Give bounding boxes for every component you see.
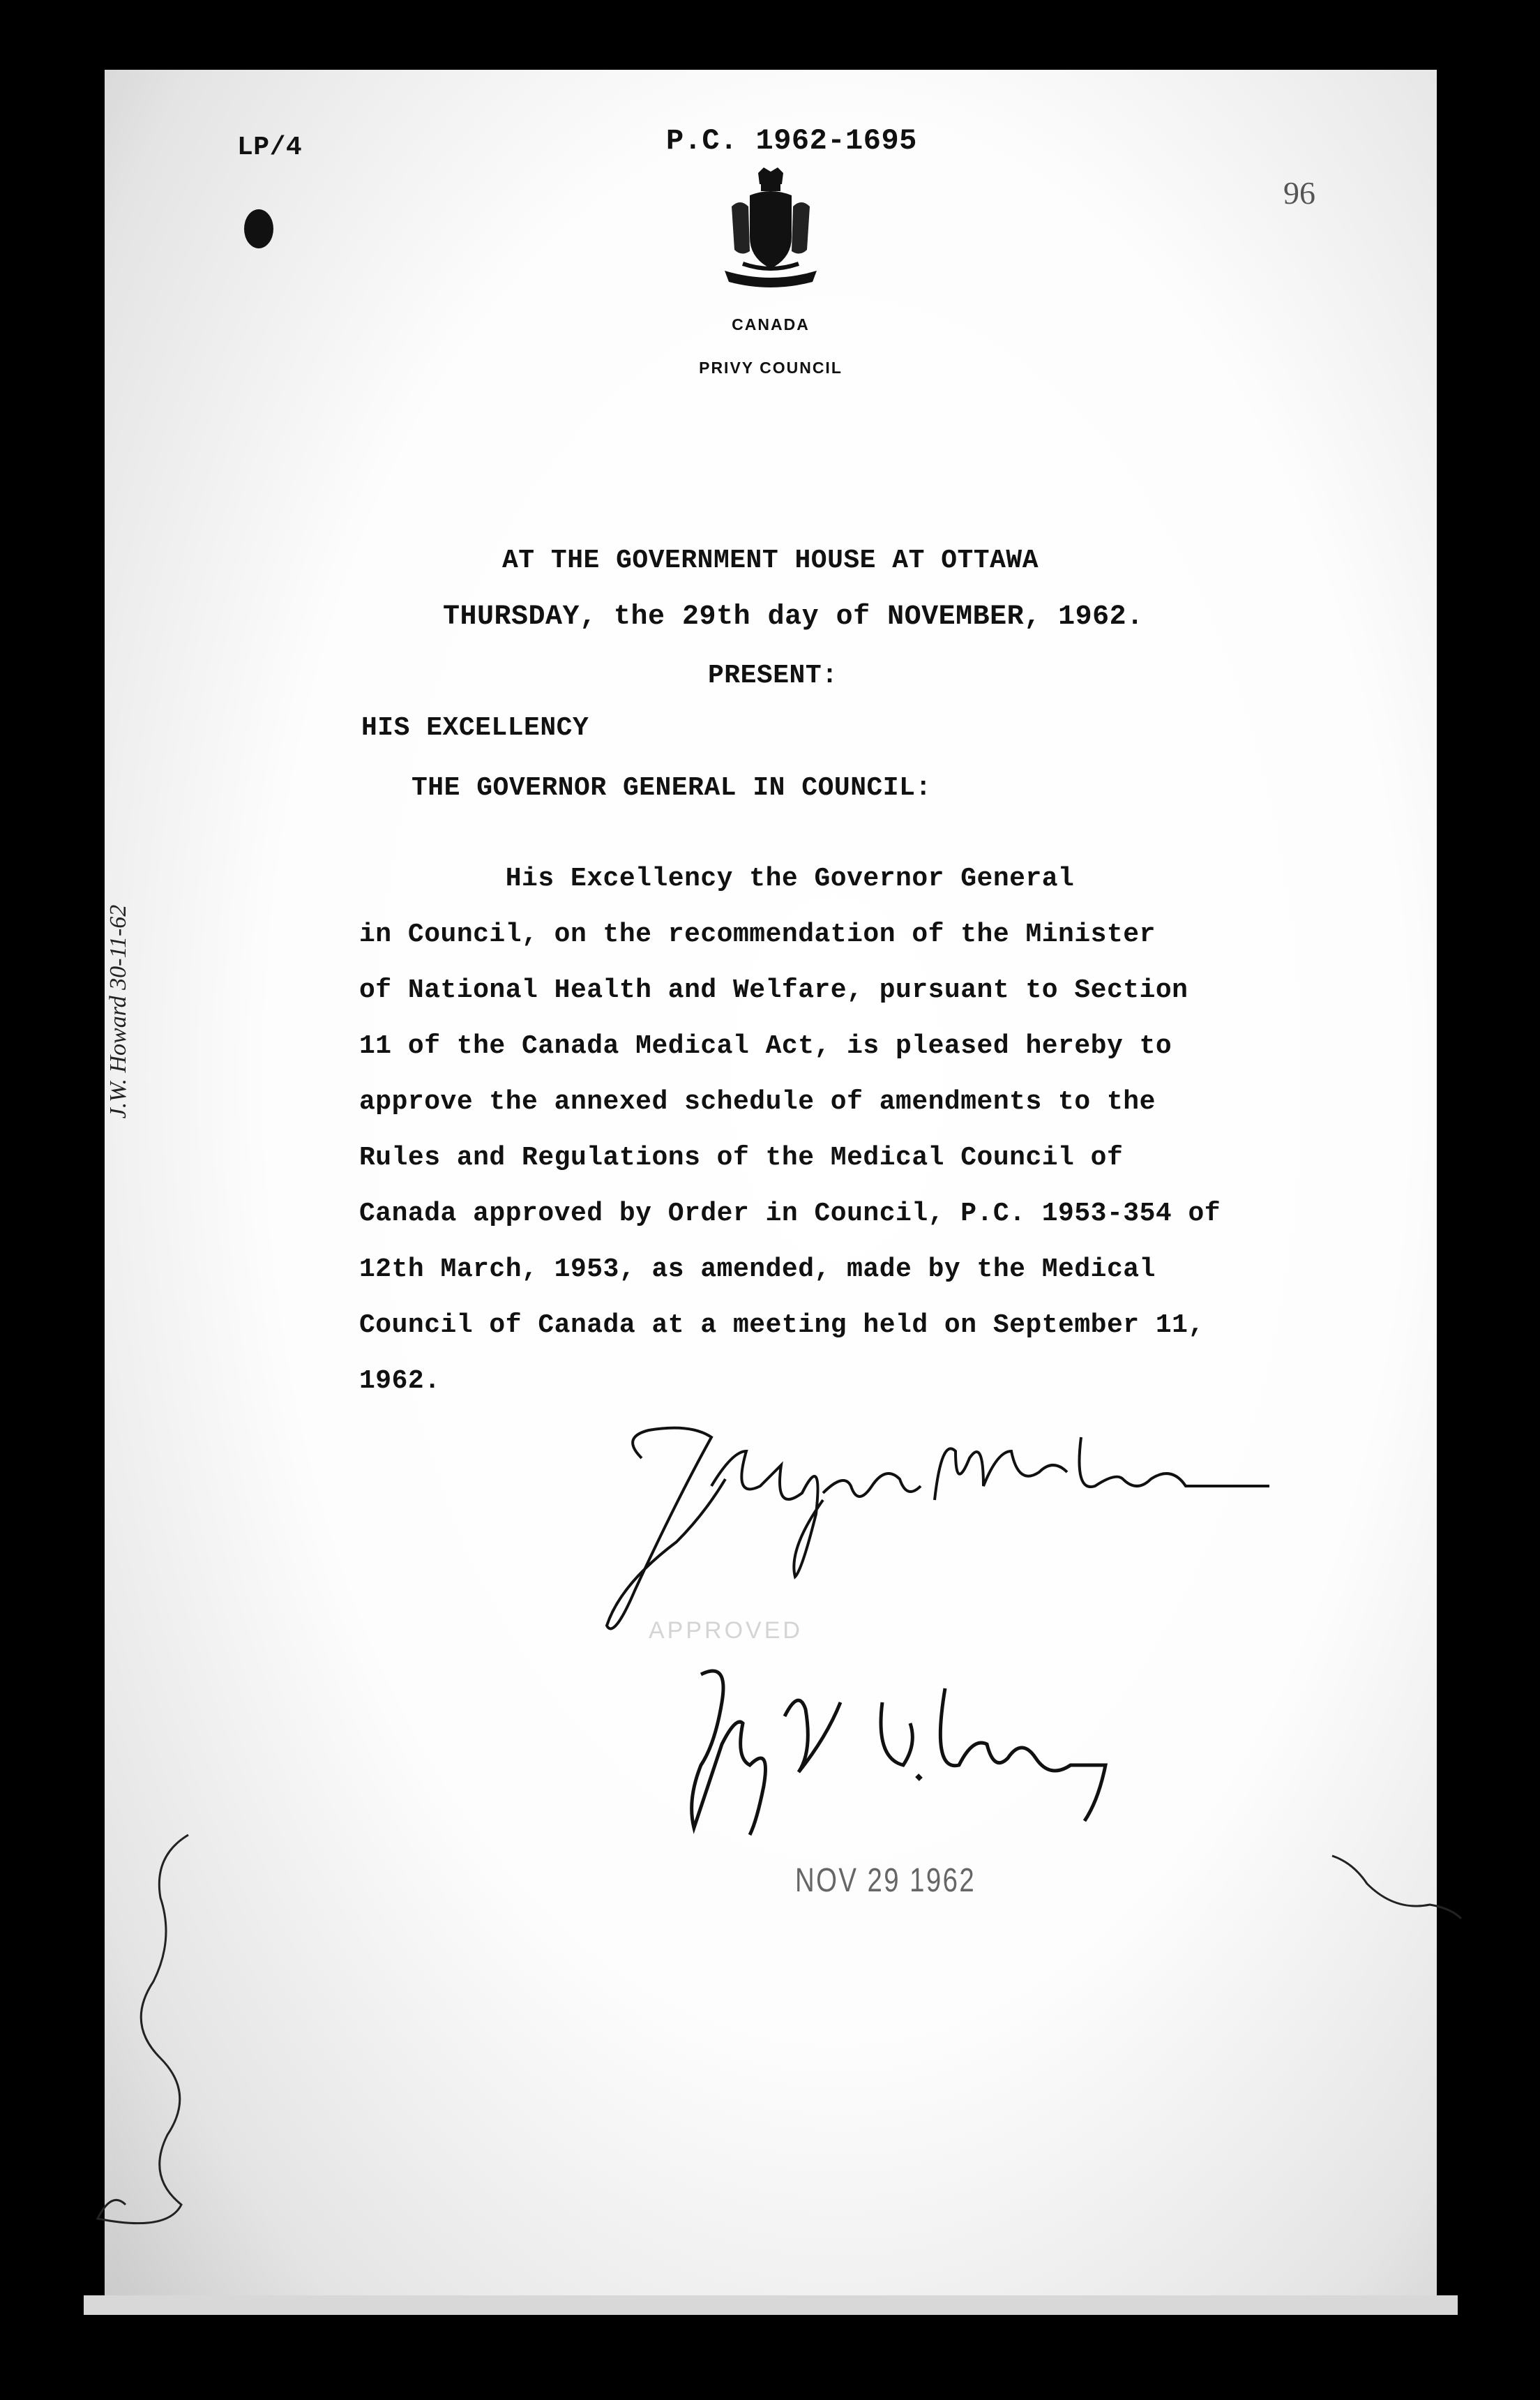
approved-faint-stamp: APPROVED: [649, 1617, 803, 1644]
body-line: 11 of the Canada Medical Act, is pleased hereby to: [359, 1031, 1172, 1061]
margin-note: [84, 865, 167, 1158]
heading-place: AT THE GOVERNMENT HOUSE AT OTTAWA: [502, 546, 1039, 576]
page-number: 96: [1283, 175, 1315, 211]
file-code: LP/4: [237, 133, 303, 163]
addressee-line-2: THE GOVERNOR GENERAL IN COUNCIL:: [412, 773, 932, 803]
margin-note-text: J.W. Howard 30-11-62: [105, 904, 131, 1119]
body-line: 1962.: [359, 1366, 441, 1396]
body-line: Council of Canada at a meeting held on September 11,: [359, 1310, 1205, 1340]
order-number: P.C. 1962-1695: [666, 124, 917, 158]
pencil-scribble-left: [84, 1828, 223, 2247]
punch-hole: [244, 209, 273, 248]
body-line: Rules and Regulations of the Medical Council of: [359, 1143, 1124, 1173]
signature-maclean: [593, 1409, 1276, 1647]
body-line: His Excellency the Governor General: [359, 864, 1075, 894]
addressee-line-1: HIS EXCELLENCY: [361, 713, 589, 743]
body-line: Canada approved by Order in Council, P.C. 1953-354 of: [359, 1199, 1221, 1229]
order-body: [359, 851, 1350, 1409]
coat-of-arms-icon: [722, 167, 820, 293]
heading-present: PRESENT:: [708, 661, 838, 691]
heading-date: THURSDAY, the 29th day of NOVEMBER, 1962.: [443, 601, 1144, 633]
page-bottom-edge: [84, 2295, 1458, 2315]
body-line: in Council, on the recommendation of the Minister: [359, 920, 1156, 950]
privy-council-label: PRIVY COUNCIL: [699, 359, 843, 377]
body-line: of National Health and Welfare, pursuant to Section: [359, 975, 1188, 1005]
body-line: 12th March, 1953, as amended, made by the Medical: [359, 1254, 1156, 1284]
signature-vanier: [680, 1660, 1112, 1842]
pencil-scribble-right: [1325, 1842, 1465, 1926]
canada-label: CANADA: [732, 315, 810, 333]
date-stamp: NOV 29 1962: [795, 1862, 976, 1899]
body-line: approve the annexed schedule of amendments to the: [359, 1087, 1156, 1117]
